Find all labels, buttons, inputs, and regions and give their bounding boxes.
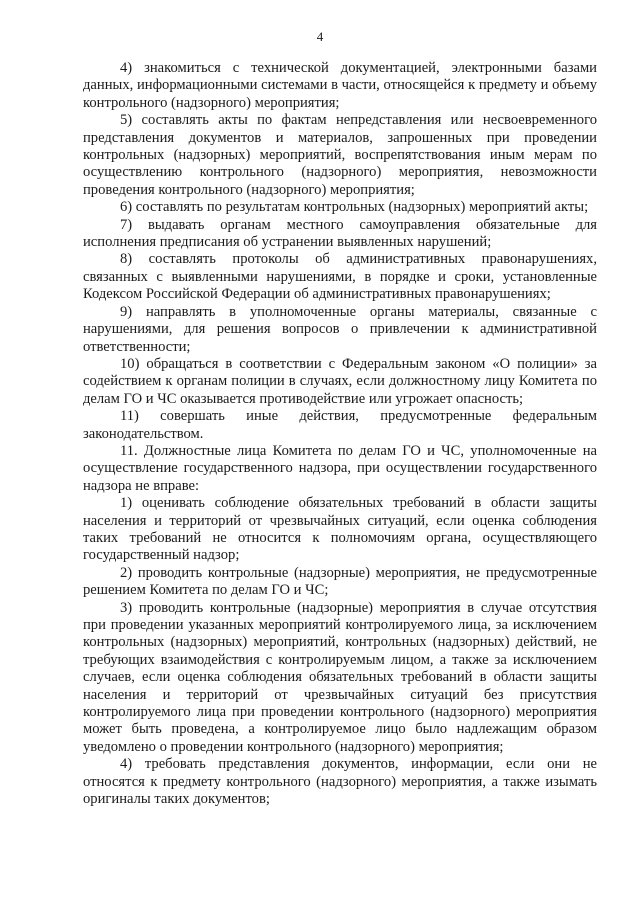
- paragraph-item-5-acts-nonsubmission: 5) составлять акты по фактам непредставления или несвоевременного представления документов и материалов, запрошенных при проведении контрольных (надзорных) мероприятий, воспрепятствования иным мерам по осуществлению контрольного (надзорного) мероприятия, невозможности проведения контрольного (надзорного) мероприятия;: [83, 112, 597, 198]
- paragraph-item-7-orders: 7) выдавать органам местного самоуправления обязательные для исполнения предписания об устранении выявленных нарушений;: [83, 216, 597, 251]
- paragraph-item-9-materials: 9) направлять в уполномоченные органы материалы, связанные с нарушениями, для решения вопросов о привлечении к административной ответственности;: [83, 303, 597, 355]
- paragraph-restriction-4: 4) требовать представления документов, информации, если они не относятся к предмету контрольного (надзорного) мероприятия, а также изымать оригиналы таких документов;: [83, 756, 597, 808]
- page-number: 4: [316, 29, 324, 44]
- paragraph-item-4-familiarize: 4) знакомиться с технической документацией, электронными базами данных, информационными системами в части, относящейся к предмету и объему контрольного (надзорного) мероприятия;: [83, 60, 597, 111]
- paragraph-item-11-other-actions: 11) совершать иные действия, предусмотренные федеральным законодательством.: [83, 408, 597, 442]
- paragraph-item-8-protocols: 8) составлять протоколы об административных правонарушениях, связанных с выявленными нарушениями, в порядке и сроки, установленные Кодексом Российской Федерации об административных правонарушениях;: [83, 251, 597, 303]
- paragraph-section-11-restrictions: 11. Должностные лица Комитета по делам ГО и ЧС, уполномоченные на осуществление государственного надзора, при осуществлении государственного надзора не вправе:: [83, 442, 597, 494]
- paragraph-restriction-2: 2) проводить контрольные (надзорные) мероприятия, не предусмотренные решением Комитета по делам ГО и ЧС;: [83, 564, 597, 599]
- document-body: [83, 60, 597, 808]
- paragraph-item-6-acts-results: 6) составлять по результатам контрольных (надзорных) мероприятий акты;: [120, 199, 589, 216]
- paragraph-restriction-1: 1) оценивать соблюдение обязательных требований в области защиты населения и территорий от чрезвычайных ситуаций, если оценка соблюдения таких требований не относится к полномочиям органа, осуществляющего государственный надзор;: [83, 495, 597, 564]
- paragraph-restriction-3: 3) проводить контрольные (надзорные) мероприятия в случае отсутствия при проведении указанных мероприятий контролируемого лица, за исключением контрольных (надзорных) мероприятий, контрольных (надзорных) действий, не требующих взаимодействия с контролируемым лицом, а также за исключением случаев, если оценка соблюдения обязательных требований в области защиты населения и территорий от чрезвычайных ситуаций без присутствия контролируемого лица при проведении контрольного (надзорного) мероприятия может быть проведена, а контролируемое лицо было надлежащим образом уведомлено о проведении контрольного (надзорного) мероприятия;: [83, 599, 597, 755]
- paragraph-item-10-police: 10) обращаться в соответствии с Федеральным законом «О полиции» за содействием к органам полиции в случаях, если должностному лицу Комитета по делам ГО и ЧС оказывается противодействие или угрожает опасность;: [83, 355, 597, 407]
